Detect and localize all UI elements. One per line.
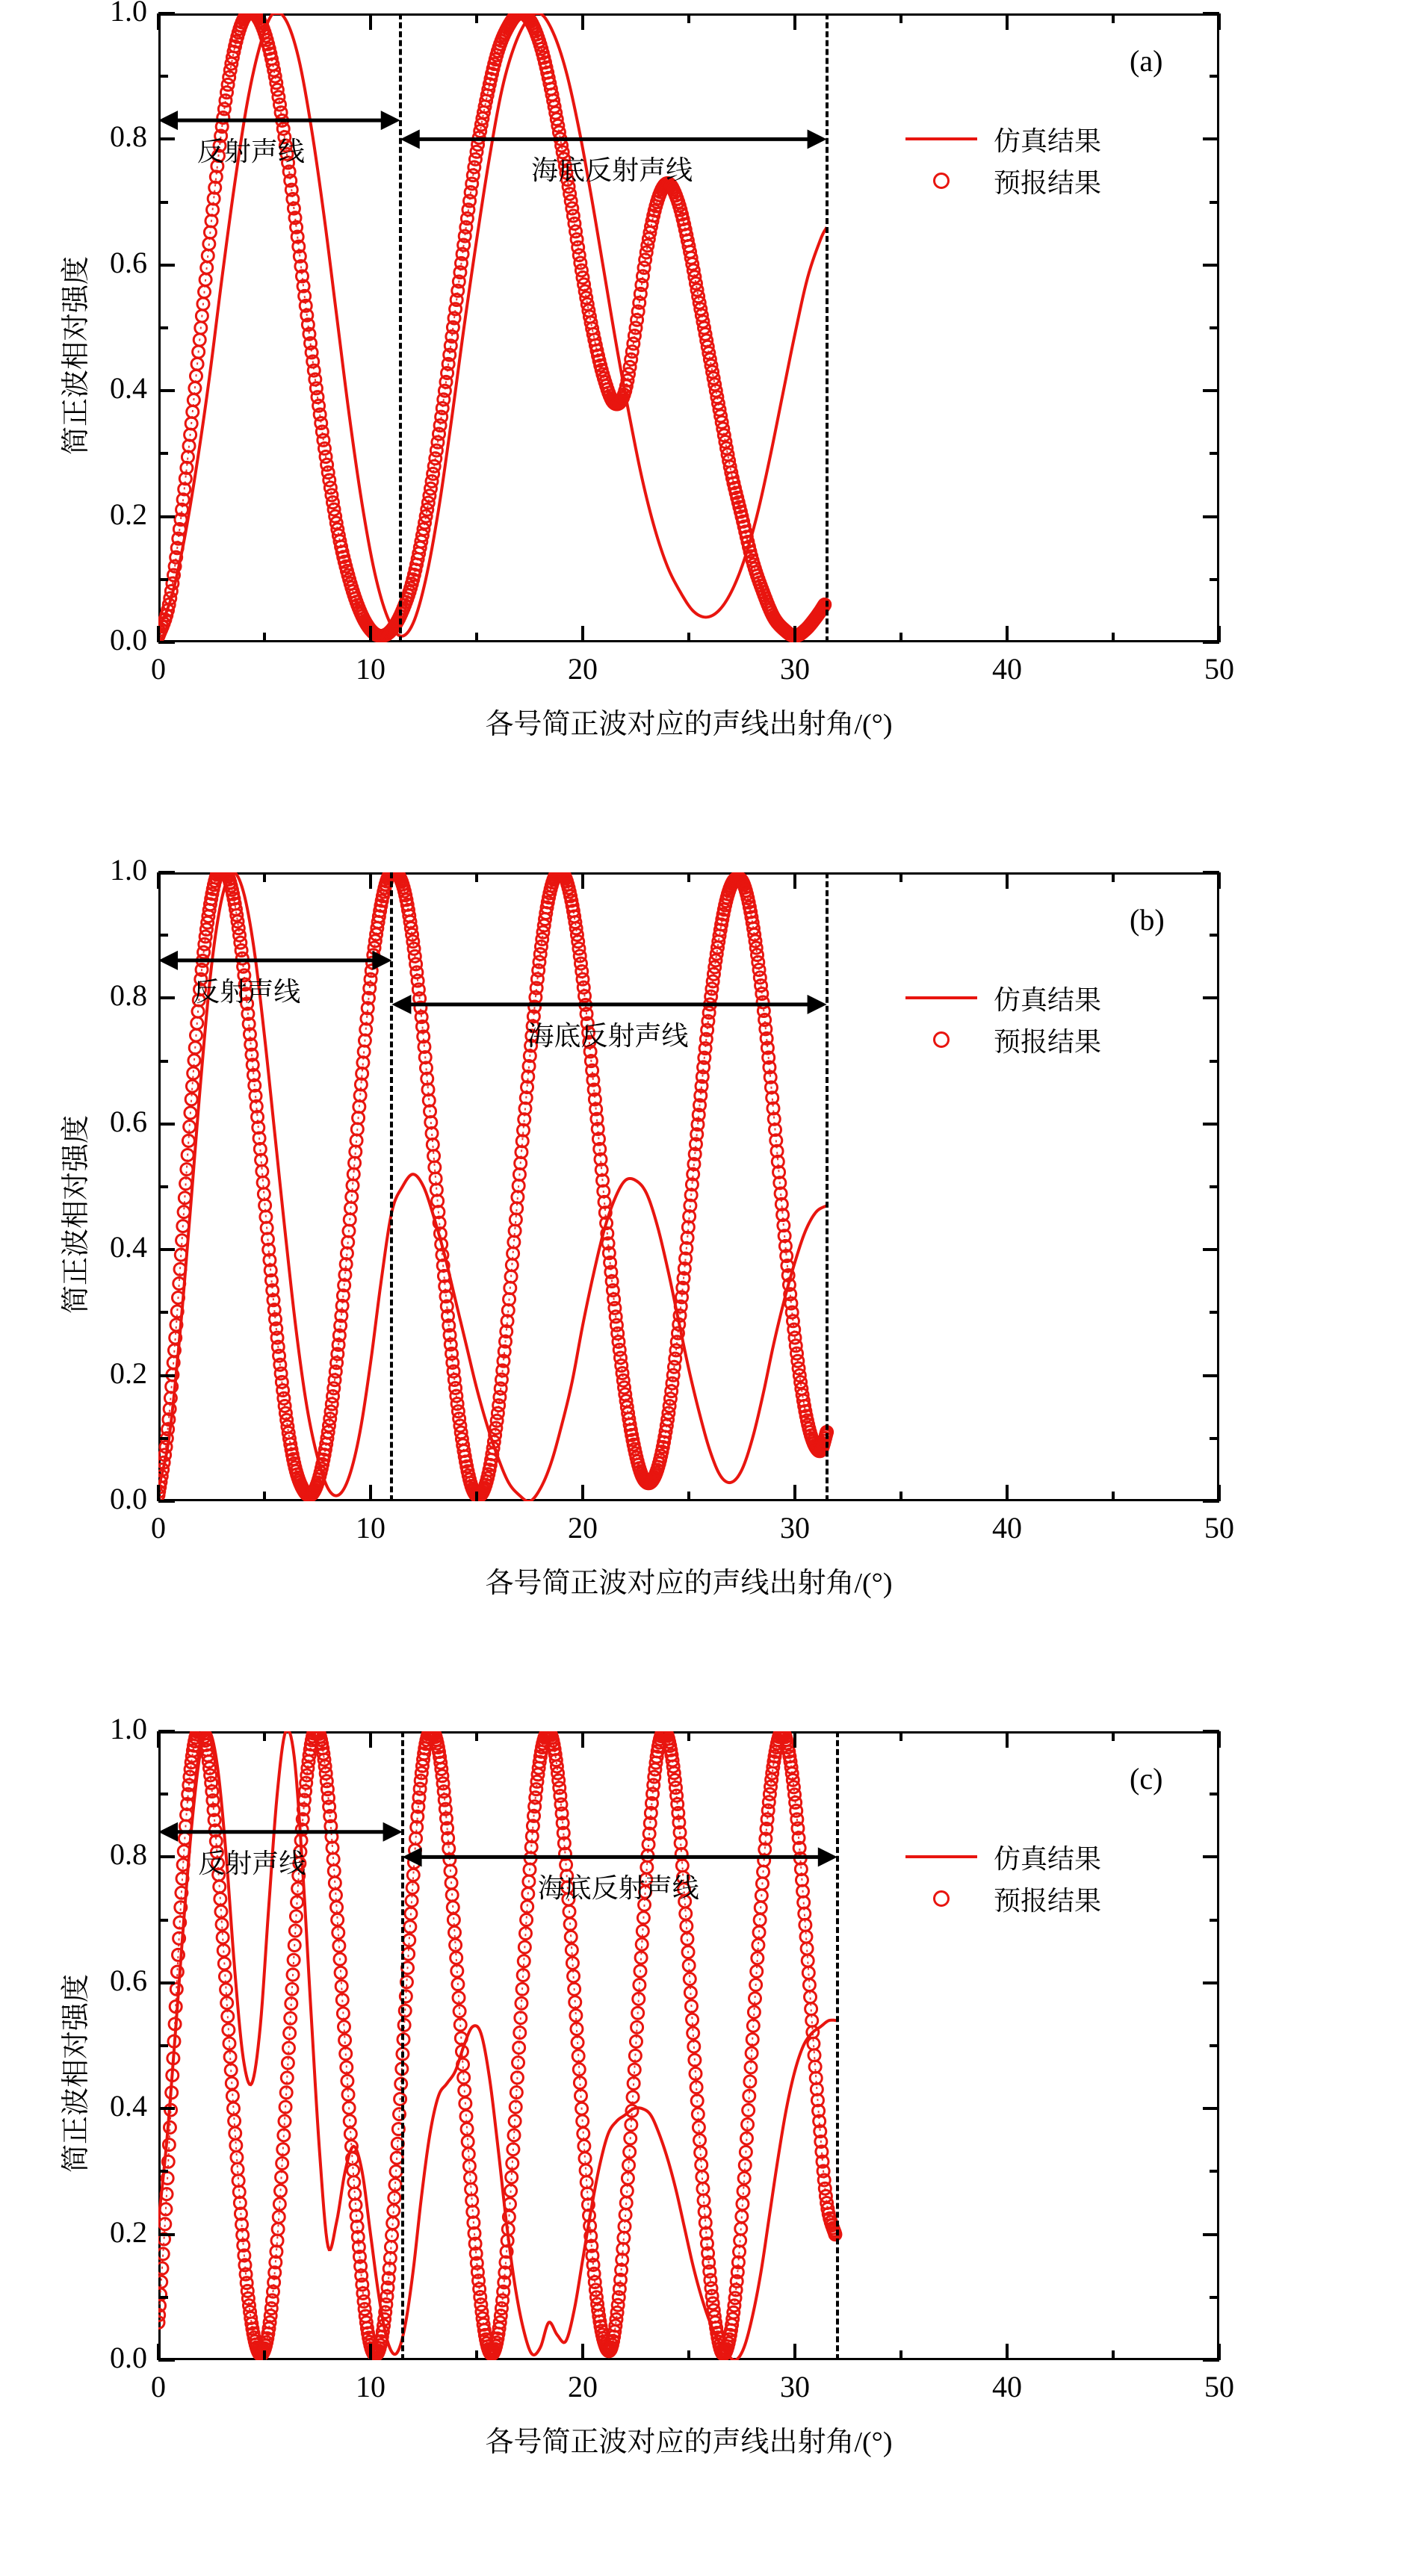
x-tickmark-a-3 [793,626,796,642]
y-minor-tick-right-a-7 [1210,201,1219,204]
y-tickmark-c-0 [158,2359,175,2362]
x-tickmark-top-c-4 [1006,1731,1009,1748]
y-tickmark-right-b-1 [1203,1374,1219,1377]
y-tickmark-c-2 [158,2107,175,2110]
x-tick-label-b-2: 20 [568,1511,598,1545]
x-tick-label-a-2: 20 [568,652,598,686]
y-tickmark-right-c-4 [1203,1855,1219,1858]
y-tickmark-right-c-5 [1203,1730,1219,1733]
y-tick-label-b-5: 1.0 [110,853,147,887]
x-axis-label-b: 各号简正波对应的声线出射角/(°) [485,1568,893,1599]
y-tickmark-b-2 [158,1248,175,1251]
x-axis-label-a: 各号简正波对应的声线出射角/(°) [485,709,893,740]
y-tickmark-right-c-1 [1203,2233,1219,2236]
x-minor-tick-a-5 [263,633,266,642]
x-tickmark-top-a-1 [369,13,372,30]
chart-panel-b [0,853,1412,1680]
y-minor-tick-a-9 [158,75,168,78]
y-tickmark-b-5 [158,871,175,874]
x-tick-label-c-2: 20 [568,2370,598,2403]
x-tickmark-top-b-4 [1006,872,1009,889]
y-minor-tick-c-3 [158,2170,168,2173]
x-tick-label-a-1: 10 [356,652,385,686]
x-tickmark-top-a-2 [581,13,584,30]
y-tick-label-b-4: 0.8 [110,978,147,1013]
plot-area-a [158,13,1219,642]
y-tickmark-right-a-0 [1203,641,1219,644]
legend-item-prediction-b[interactable] [905,1019,1101,1061]
x-tick-label-a-4: 40 [992,652,1022,686]
x-tickmark-b-0 [157,1485,160,1501]
y-tickmark-right-a-1 [1203,515,1219,518]
y-minor-tick-c-7 [158,1919,168,1922]
y-minor-tick-right-a-9 [1210,75,1219,78]
x-tick-label-b-0: 0 [151,1511,166,1545]
y-minor-tick-c-9 [158,1793,168,1796]
x-tickmark-c-5 [1218,2344,1221,2360]
x-tickmark-c-1 [369,2344,372,2360]
y-minor-tick-a-5 [158,326,168,329]
legend-item-simulation-c[interactable] [905,1836,1101,1878]
y-tick-label-b-3: 0.6 [110,1104,147,1138]
y-axis-label-b: 简正波相对强度 [61,1114,92,1314]
annotation-label-b-bottom-reflected-ray: 海底反射声线 [527,1020,689,1051]
x-minor-tick-top-b-35 [899,872,902,882]
y-minor-tick-a-7 [158,201,168,204]
x-tickmark-top-a-4 [1006,13,1009,30]
y-tick-label-c-5: 1.0 [110,1712,147,1745]
y-tick-label-b-2: 0.4 [110,1230,147,1264]
legend-label: 仿真结果 [994,984,1102,1015]
dashed-divider-a-0 [399,13,402,642]
x-tick-label-a-3: 30 [780,652,810,686]
y-tickmark-a-0 [158,641,175,644]
y-tick-label-b-1: 0.2 [110,1356,147,1390]
x-minor-tick-top-a-5 [263,13,266,23]
y-tickmark-right-c-3 [1203,1981,1219,1984]
x-tick-label-b-1: 10 [356,1511,385,1545]
y-tickmark-c-3 [158,1981,175,1984]
x-tickmark-b-4 [1006,1485,1009,1501]
y-minor-tick-b-5 [158,1185,168,1188]
y-tickmark-a-1 [158,515,175,518]
annotation-label-a-surface-reflected-ray: 反射声线 [196,137,305,167]
x-tickmark-top-c-5 [1218,1731,1221,1748]
y-minor-tick-right-b-9 [1210,934,1219,937]
x-minor-tick-top-b-45 [1112,872,1115,882]
y-tickmark-right-b-4 [1203,996,1219,999]
legend-label: 预报结果 [994,1026,1102,1057]
y-tick-label-c-3: 0.6 [110,1963,147,1997]
y-minor-tick-b-3 [158,1311,168,1314]
x-minor-tick-top-a-35 [899,13,902,23]
x-tick-label-c-4: 40 [992,2370,1022,2403]
x-minor-tick-b-5 [263,1492,266,1501]
y-tick-label-c-0: 0.0 [110,2341,147,2374]
x-tick-label-c-1: 10 [356,2370,385,2403]
x-minor-tick-a-25 [687,633,690,642]
panel-label-a: (a) [1130,44,1163,78]
x-tick-label-c-0: 0 [151,2370,166,2403]
x-minor-tick-c-5 [263,2350,266,2360]
x-tickmark-top-b-2 [581,872,584,889]
y-tickmark-b-4 [158,996,175,999]
x-minor-tick-b-25 [687,1492,690,1501]
y-tick-label-b-0: 0.0 [110,1482,147,1515]
y-tickmark-right-b-3 [1203,1123,1219,1126]
y-axis-label-c: 简正波相对强度 [61,1973,92,2173]
x-minor-tick-a-15 [475,633,478,642]
x-minor-tick-c-35 [899,2350,902,2360]
y-minor-tick-right-a-3 [1210,452,1219,455]
x-tickmark-top-b-0 [157,872,160,889]
x-tickmark-a-0 [157,626,160,642]
y-tick-label-a-3: 0.6 [110,245,147,279]
x-minor-tick-top-a-45 [1112,13,1115,23]
x-tickmark-top-c-3 [793,1731,796,1748]
legend-label: 仿真结果 [994,125,1102,156]
legend-circle-marker [905,173,977,189]
x-minor-tick-b-45 [1112,1492,1115,1501]
annotation-label-c-bottom-reflected-ray: 海底反射声线 [537,1873,699,1904]
y-tickmark-right-b-0 [1203,1500,1219,1503]
x-tickmark-c-4 [1006,2344,1009,2360]
y-tickmark-right-c-2 [1203,2107,1219,2110]
legend-item-simulation-a[interactable] [905,118,1101,160]
y-tickmark-b-3 [158,1123,175,1126]
legend-circle-marker [905,1890,977,1907]
y-tickmark-right-b-2 [1203,1248,1219,1251]
x-tick-label-a-5: 50 [1204,652,1234,686]
x-tickmark-top-b-3 [793,872,796,889]
x-tickmark-top-b-1 [369,872,372,889]
legend-line-marker [905,996,977,999]
legend-label: 预报结果 [994,167,1102,198]
legend-c [905,1836,1101,1919]
x-minor-tick-top-c-15 [475,1731,478,1741]
y-tick-label-c-1: 0.2 [110,2215,147,2249]
x-minor-tick-top-b-25 [687,872,690,882]
y-minor-tick-right-c-9 [1210,1793,1219,1796]
y-minor-tick-c-5 [158,2044,168,2047]
x-minor-tick-top-a-25 [687,13,690,23]
legend-line-marker [905,137,977,140]
y-tickmark-right-a-4 [1203,137,1219,140]
legend-b [905,977,1101,1061]
y-tick-label-a-0: 0.0 [110,623,147,657]
x-tickmark-c-3 [793,2344,796,2360]
x-tickmark-b-5 [1218,1485,1221,1501]
x-tickmark-c-0 [157,2344,160,2360]
annotation-label-c-surface-reflected-ray: 反射声线 [198,1848,306,1878]
x-minor-tick-top-b-15 [475,872,478,882]
dashed-divider-c-1 [836,1731,839,2360]
y-tickmark-c-5 [158,1730,175,1733]
x-tick-label-c-5: 50 [1204,2370,1234,2403]
x-tickmark-top-a-5 [1218,13,1221,30]
annotation-label-a-bottom-reflected-ray: 海底反射声线 [531,155,693,186]
x-minor-tick-c-25 [687,2350,690,2360]
plot-area-b [158,872,1219,1501]
y-tickmark-right-a-5 [1203,12,1219,15]
x-minor-tick-b-15 [475,1492,478,1501]
y-tickmark-c-1 [158,2233,175,2236]
x-tick-label-b-3: 30 [780,1511,810,1545]
y-tickmark-a-4 [158,137,175,140]
y-tickmark-right-b-5 [1203,871,1219,874]
y-tick-label-a-5: 1.0 [110,0,147,28]
x-tick-label-c-3: 30 [780,2370,810,2403]
y-tickmark-c-4 [158,1855,175,1858]
y-minor-tick-right-b-3 [1210,1311,1219,1314]
plot-area-c [158,1731,1219,2360]
y-minor-tick-b-7 [158,1060,168,1063]
chart-panel-c [0,1712,1412,2539]
x-axis-label-c: 各号简正波对应的声线出射角/(°) [485,2427,893,2458]
dashed-divider-b-1 [826,872,829,1501]
y-minor-tick-right-b-1 [1210,1437,1219,1440]
y-tick-label-a-2: 0.4 [110,371,147,406]
y-tick-label-a-1: 0.2 [110,497,147,531]
y-tickmark-b-0 [158,1500,175,1503]
dashed-divider-b-0 [390,872,393,1501]
legend-item-prediction-a[interactable] [905,160,1101,202]
y-tickmark-a-3 [158,264,175,267]
y-minor-tick-b-1 [158,1437,168,1440]
panel-label-c: (c) [1130,1762,1163,1796]
x-tick-label-a-0: 0 [151,652,166,686]
y-axis-label-a: 简正波相对强度 [61,255,92,455]
x-tickmark-b-2 [581,1485,584,1501]
annotation-label-b-surface-reflected-ray: 反射声线 [193,976,301,1007]
x-minor-tick-a-45 [1112,633,1115,642]
x-minor-tick-top-c-45 [1112,1731,1115,1741]
x-tickmark-b-1 [369,1485,372,1501]
x-tickmark-a-1 [369,626,372,642]
legend-item-simulation-b[interactable] [905,977,1101,1019]
x-minor-tick-top-c-35 [899,1731,902,1741]
y-minor-tick-c-1 [158,2296,168,2299]
x-minor-tick-b-35 [899,1492,902,1501]
x-tickmark-top-c-0 [157,1731,160,1748]
chart-panel-a [0,0,1412,822]
x-minor-tick-top-b-5 [263,872,266,882]
x-tickmark-a-4 [1006,626,1009,642]
y-minor-tick-a-3 [158,452,168,455]
y-tickmark-right-a-3 [1203,264,1219,267]
x-minor-tick-c-45 [1112,2350,1115,2360]
legend-item-prediction-c[interactable] [905,1878,1101,1919]
y-tickmark-b-1 [158,1374,175,1377]
x-minor-tick-top-c-5 [263,1731,266,1741]
y-tick-label-c-2: 0.4 [110,2089,147,2123]
y-minor-tick-right-c-1 [1210,2296,1219,2299]
x-tickmark-a-2 [581,626,584,642]
y-tickmark-right-c-0 [1203,2359,1219,2362]
legend-label: 预报结果 [994,1885,1102,1916]
y-tick-label-c-4: 0.8 [110,1837,147,1872]
y-minor-tick-right-c-7 [1210,1919,1219,1922]
y-minor-tick-right-a-1 [1210,578,1219,581]
y-minor-tick-b-9 [158,934,168,937]
x-minor-tick-top-c-25 [687,1731,690,1741]
legend-label: 仿真结果 [994,1843,1102,1874]
x-tickmark-b-3 [793,1485,796,1501]
y-minor-tick-a-1 [158,578,168,581]
panel-label-b: (b) [1130,903,1165,937]
x-tickmark-top-c-2 [581,1731,584,1748]
x-tickmark-top-a-3 [793,13,796,30]
dashed-divider-c-0 [401,1731,404,2360]
legend-circle-marker [905,1031,977,1048]
y-tick-label-a-4: 0.8 [110,120,147,154]
x-tick-label-b-4: 40 [992,1511,1022,1545]
legend-line-marker [905,1855,977,1858]
x-tick-label-b-5: 50 [1204,1511,1234,1545]
x-tickmark-top-b-5 [1218,872,1221,889]
x-minor-tick-a-35 [899,633,902,642]
y-minor-tick-right-b-7 [1210,1060,1219,1063]
y-minor-tick-right-c-3 [1210,2170,1219,2173]
y-tickmark-a-2 [158,389,175,392]
y-tickmark-a-5 [158,12,175,15]
x-minor-tick-top-a-15 [475,13,478,23]
dashed-divider-a-1 [826,13,829,642]
x-minor-tick-c-15 [475,2350,478,2360]
y-minor-tick-right-c-5 [1210,2044,1219,2047]
x-tickmark-top-a-0 [157,13,160,30]
legend-a [905,118,1101,202]
x-tickmark-top-c-1 [369,1731,372,1748]
y-tickmark-right-a-2 [1203,389,1219,392]
y-minor-tick-right-a-5 [1210,326,1219,329]
y-minor-tick-right-b-5 [1210,1185,1219,1188]
x-tickmark-a-5 [1218,626,1221,642]
x-tickmark-c-2 [581,2344,584,2360]
